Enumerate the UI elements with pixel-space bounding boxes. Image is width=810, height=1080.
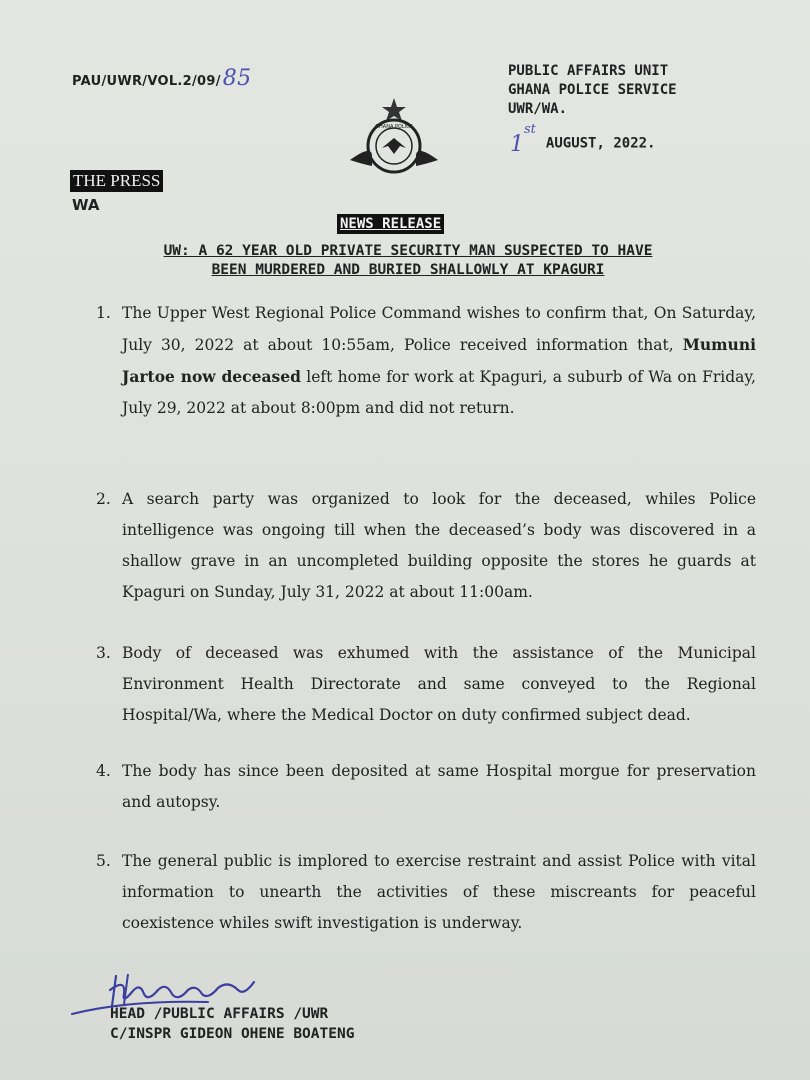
signatory-name: C/INSPR GIDEON OHENE BOATENG	[110, 1026, 355, 1042]
date-handwritten-day: 1st	[510, 122, 536, 158]
paragraph-text: Body of deceased was exhumed with the assistance of the Municipal Environment Health Directorate and same conveyed to the Regional Hospital/Wa, where the Medical Doctor on duty confirmed subject dead.	[122, 644, 756, 724]
unit-line-3: UWR/WA.	[508, 101, 568, 117]
unit-line-2: GHANA POLICE SERVICE	[508, 82, 677, 98]
paragraph-5	[96, 846, 756, 939]
paragraph-number: 2.	[96, 490, 111, 508]
addressee-location: WA	[72, 196, 100, 214]
police-seal-icon	[342, 96, 446, 176]
date-text: AUGUST, 2022.	[545, 135, 656, 152]
news-release-label: NEWS RELEASE	[337, 214, 444, 234]
reference-handwritten-number: 85	[222, 66, 252, 91]
signatory-title: HEAD /PUBLIC AFFAIRS /UWR	[110, 1006, 329, 1022]
seal-text: GHANA POLICE	[375, 124, 413, 130]
headline	[92, 242, 724, 280]
reference-number	[72, 66, 251, 91]
paragraph-number: 4.	[96, 762, 111, 780]
paragraph-text: A search party was organized to look for the deceased, whiles Police intelligence was ongoing till when the deceased’s body was discovered in a shallow grave in an uncompleted building opposite the stores he guards at Kpaguri on Sunday, July 31, 2022 at about 11:00am.	[122, 490, 756, 601]
paragraph-text: The Upper West Regional Police Command wishes to confirm that, On Saturday, July 30, 2022 at about 10:55am, Police received information that, Mumuni Jartoe now deceased left home for work at Kpaguri, a suburb of Wa on Friday, July 29, 2022 at about 8:00pm and did not return.	[122, 304, 756, 417]
reference-prefix: PAU/UWR/VOL.2/09/	[72, 74, 221, 89]
deceased-name: Mumuni Jartoe now deceased	[122, 335, 756, 386]
unit-line-1: PUBLIC AFFAIRS UNIT	[508, 63, 669, 79]
headline-line-1: UW: A 62 YEAR OLD PRIVATE SECURITY MAN SUSPECTED TO HAVE	[163, 243, 653, 259]
paragraph-1	[96, 298, 756, 424]
paragraph-text: The body has since been deposited at same Hospital morgue for preservation and autopsy.	[122, 762, 756, 811]
paragraph-number: 1.	[96, 304, 111, 322]
paragraph-number: 5.	[96, 852, 111, 870]
paragraph-2	[96, 484, 756, 608]
headline-line-2: BEEN MURDERED AND BURIED SHALLOWLY AT KPAGURI	[211, 262, 605, 278]
unit-address	[508, 62, 677, 119]
paragraph-4	[96, 756, 756, 818]
paragraph-text: The general public is implored to exercise restraint and assist Police with vital information to unearth the activities of these miscreants for peaceful coexistence whiles swift investigation is underway.	[122, 852, 756, 932]
release-date	[510, 122, 656, 158]
paragraph-number: 3.	[96, 644, 111, 662]
paragraph-3	[96, 638, 756, 731]
addressee-label: THE PRESS	[70, 170, 163, 192]
